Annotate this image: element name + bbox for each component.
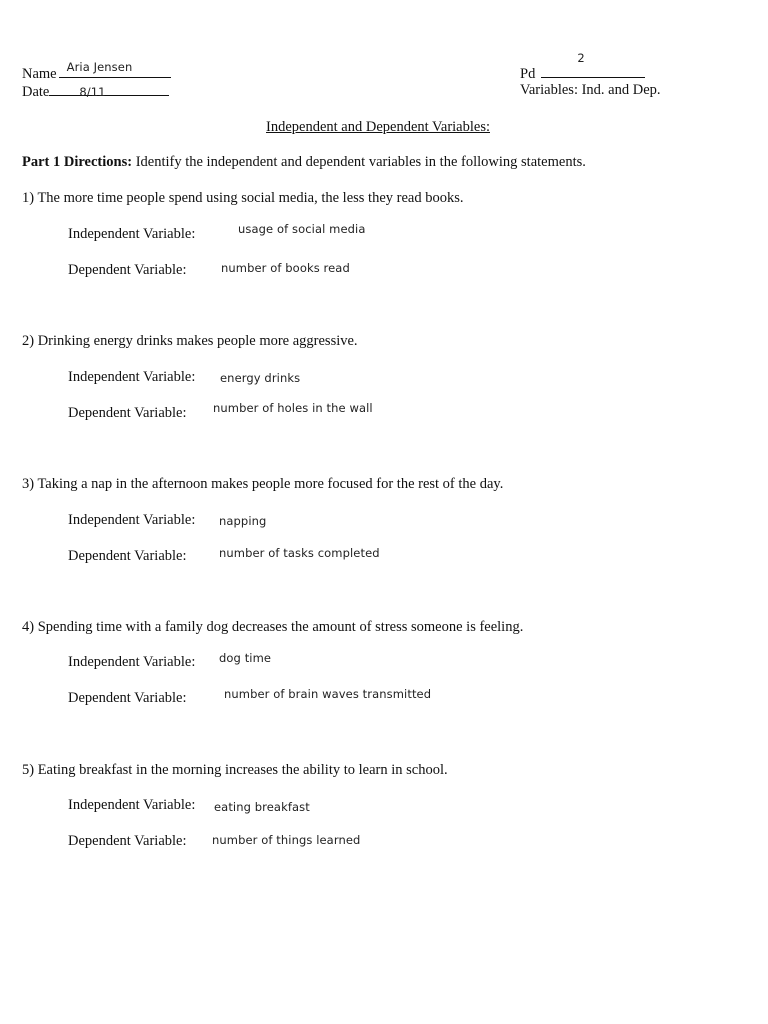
pd-blank[interactable] <box>541 51 645 78</box>
q2-independent-label: Independent Variable: <box>68 369 196 385</box>
name-label: Name <box>22 66 57 82</box>
date-field <box>22 82 169 101</box>
q1-dependent-label: Dependent Variable: <box>68 262 187 278</box>
q4-dependent-label: Dependent Variable: <box>68 690 187 706</box>
topic-label: Variables: Ind. and Dep. <box>520 82 661 98</box>
name-field <box>22 60 171 83</box>
q3-independent-label: Independent Variable: <box>68 512 196 528</box>
q2-dependent-label: Dependent Variable: <box>68 405 187 421</box>
q3-independent-answer[interactable]: napping <box>219 514 267 528</box>
q5-dependent-answer[interactable]: number of things learned <box>212 833 361 847</box>
directions-label: Part 1 Directions: <box>22 154 133 170</box>
question-5-prompt: 5) Eating breakfast in the morning increases the ability to learn in school. <box>22 762 448 778</box>
q3-dependent-answer[interactable]: number of tasks completed <box>219 546 380 560</box>
directions-text: Identify the independent and dependent variables in the following statements. <box>132 154 586 170</box>
question-2-prompt: 2) Drinking energy drinks makes people more aggressive. <box>22 333 358 349</box>
q1-dependent-answer[interactable]: number of books read <box>221 261 350 275</box>
q2-dependent-answer[interactable]: number of holes in the wall <box>213 401 373 415</box>
q5-independent-answer[interactable]: eating breakfast <box>214 800 310 814</box>
q1-independent-label: Independent Variable: <box>68 226 196 242</box>
pd-value: 2 <box>577 51 585 65</box>
date-label: Date <box>22 84 50 100</box>
period-field <box>520 51 645 83</box>
question-3-prompt: 3) Taking a nap in the afternoon makes people more focused for the rest of the day. <box>22 476 504 492</box>
worksheet-title: Independent and Dependent Variables: <box>266 119 490 135</box>
name-blank[interactable] <box>59 60 171 78</box>
q5-dependent-label: Dependent Variable: <box>68 833 187 849</box>
question-1-prompt: 1) The more time people spend using social media, the less they read books. <box>22 190 464 206</box>
date-blank[interactable] <box>49 82 169 99</box>
q4-dependent-answer[interactable]: number of brain waves transmitted <box>224 687 432 701</box>
q4-independent-label: Independent Variable: <box>68 654 196 670</box>
directions <box>22 154 586 171</box>
q2-independent-answer[interactable]: energy drinks <box>220 371 301 385</box>
q4-independent-answer[interactable]: dog time <box>219 651 272 665</box>
question-4-prompt: 4) Spending time with a family dog decreases the amount of stress someone is feeling. <box>22 619 524 635</box>
q5-independent-label: Independent Variable: <box>68 797 196 813</box>
q3-dependent-label: Dependent Variable: <box>68 548 187 564</box>
name-value: Aria Jensen <box>66 60 133 74</box>
q1-independent-answer[interactable]: usage of social media <box>238 222 366 236</box>
date-value: 8/11 <box>79 85 106 99</box>
pd-label: Pd <box>520 66 536 82</box>
